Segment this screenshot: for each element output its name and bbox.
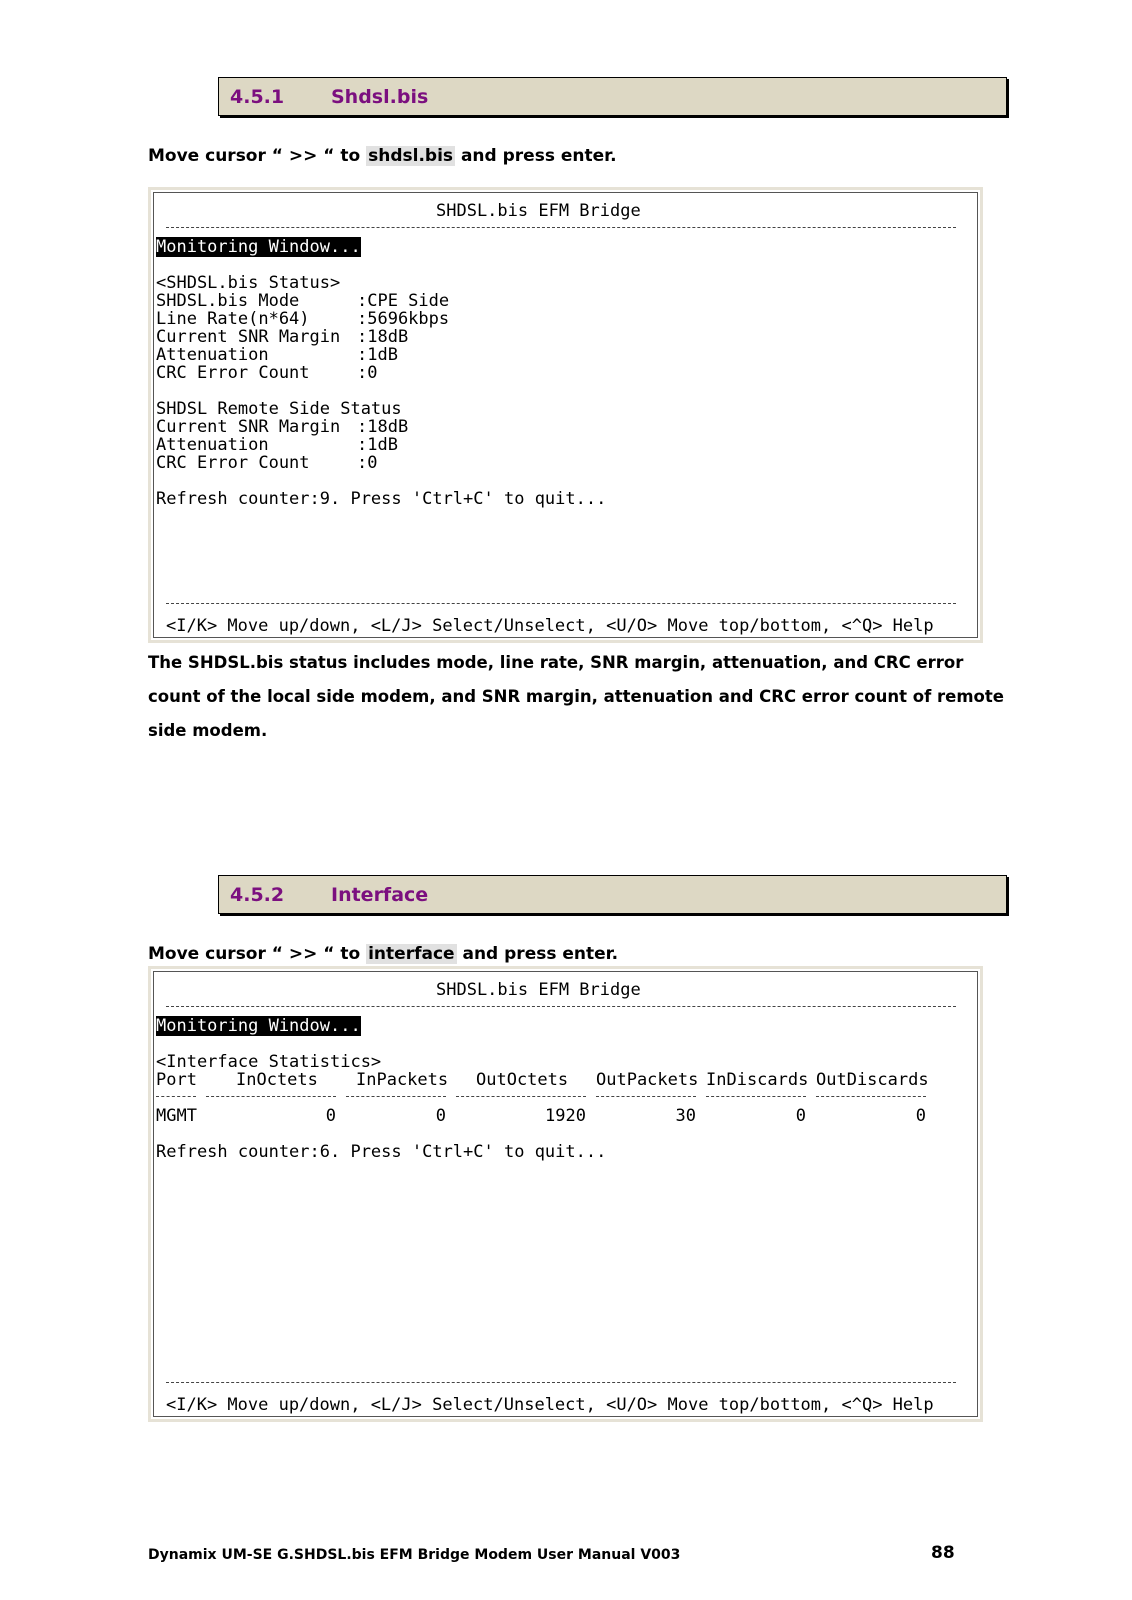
refresh-counter: Refresh counter:6. Press 'Ctrl+C' to quit... — [156, 1142, 607, 1162]
terminal-screenshot-interface — [148, 966, 983, 1422]
column-header-inpackets: InPackets — [356, 1070, 449, 1090]
column-header-port: Port — [156, 1070, 197, 1090]
remote-row-value: :18dB — [357, 417, 409, 437]
section-heading-interface — [218, 875, 1007, 914]
section-title: Shdsl.bis — [331, 86, 429, 108]
terminal-window — [153, 192, 978, 638]
remote-row-value: :0 — [357, 453, 378, 473]
shdsl-status-description: The SHDSL.bis status includes mode, line rate, SNR margin, attenuation, and CRC error count of the local side modem, and SNR margin, attenuation and CRC error count of remote side modem. — [148, 653, 1004, 740]
column-header-outoctets: OutOctets — [476, 1070, 569, 1090]
table-cell-inpackets: 0 — [435, 1106, 446, 1126]
terminal-title: SHDSL.bis EFM Bridge — [436, 201, 641, 221]
remote-row-label: Attenuation — [156, 435, 269, 455]
status-row-value: :0 — [357, 363, 378, 383]
table-cell-inoctets: 0 — [325, 1106, 336, 1126]
status-row-value: :5696kbps — [357, 309, 450, 329]
instruction-target: shdsl.bis — [368, 146, 454, 166]
instruction-text — [148, 944, 618, 964]
status-row-label: Current SNR Margin — [156, 327, 341, 347]
column-header-outdiscards: OutDiscards — [816, 1070, 929, 1090]
table-cell-outdiscards: 0 — [915, 1106, 926, 1126]
remote-status-header: SHDSL Remote Side Status — [156, 399, 402, 419]
section-heading-shdsl-bis — [218, 77, 1007, 116]
table-cell-outoctets: 1920 — [545, 1106, 586, 1126]
terminal-window — [153, 971, 978, 1417]
remote-row-label: CRC Error Count — [156, 453, 310, 473]
table-cell-indiscards: 0 — [795, 1106, 806, 1126]
table-cell-outpackets: 30 — [675, 1106, 696, 1126]
monitoring-window-text: Monitoring Window... — [156, 237, 361, 257]
remote-row-label: Current SNR Margin — [156, 417, 341, 437]
status-row-label: Attenuation — [156, 345, 269, 365]
status-row-label: Line Rate(n*64) — [156, 309, 310, 329]
divider — [166, 603, 956, 604]
column-header-inoctets: InOctets — [236, 1070, 318, 1090]
instruction-target: interface — [368, 944, 455, 964]
page-number: 88 — [931, 1543, 955, 1563]
status-header: <SHDSL.bis Status> — [156, 273, 341, 293]
instruction-suffix: and press enter. — [455, 146, 617, 166]
column-underline — [346, 1096, 446, 1097]
remote-row-value: :1dB — [357, 435, 398, 455]
footer-manual-title: Dynamix UM-SE G.SHDSL.bis EFM Bridge Modem User Manual V003 — [148, 1547, 681, 1563]
status-row-label: SHDSL.bis Mode — [156, 291, 300, 311]
column-underline — [816, 1096, 926, 1097]
help-line: <I/K> Move up/down, <L/J> Select/Unselect, <U/O> Move top/bottom, <^Q> Help — [166, 1395, 934, 1415]
instruction-suffix: and press enter. — [456, 944, 619, 964]
help-line: <I/K> Move up/down, <L/J> Select/Unselect, <U/O> Move top/bottom, <^Q> Help — [166, 616, 934, 636]
column-underline — [456, 1096, 586, 1097]
status-row-value: :18dB — [357, 327, 409, 347]
column-underline — [206, 1096, 336, 1097]
monitoring-window-text: Monitoring Window... — [156, 1016, 361, 1036]
status-row-value: :1dB — [357, 345, 398, 365]
monitoring-window-label — [156, 238, 361, 257]
section-title: Interface — [331, 884, 429, 906]
column-header-indiscards: InDiscards — [706, 1070, 809, 1090]
section-number: 4.5.2 — [230, 884, 285, 906]
stats-header: <Interface Statistics> — [156, 1052, 382, 1072]
terminal-title: SHDSL.bis EFM Bridge — [436, 980, 641, 1000]
column-header-outpackets: OutPackets — [596, 1070, 699, 1090]
instruction-text — [148, 146, 617, 166]
status-row-value: :CPE Side — [357, 291, 450, 311]
column-underline — [156, 1096, 196, 1097]
monitoring-window-label — [156, 1017, 361, 1036]
section-number: 4.5.1 — [230, 86, 285, 108]
divider — [166, 1006, 956, 1007]
column-underline — [706, 1096, 806, 1097]
instruction-prefix: Move cursor “ >> “ to — [148, 146, 367, 166]
divider — [166, 227, 956, 228]
divider — [166, 1382, 956, 1383]
refresh-counter: Refresh counter:9. Press 'Ctrl+C' to quit... — [156, 489, 607, 509]
instruction-prefix: Move cursor “ >> “ to — [148, 944, 367, 964]
column-underline — [596, 1096, 696, 1097]
terminal-screenshot-shdsl — [148, 187, 983, 643]
status-row-label: CRC Error Count — [156, 363, 310, 383]
table-cell-port: MGMT — [156, 1106, 197, 1126]
